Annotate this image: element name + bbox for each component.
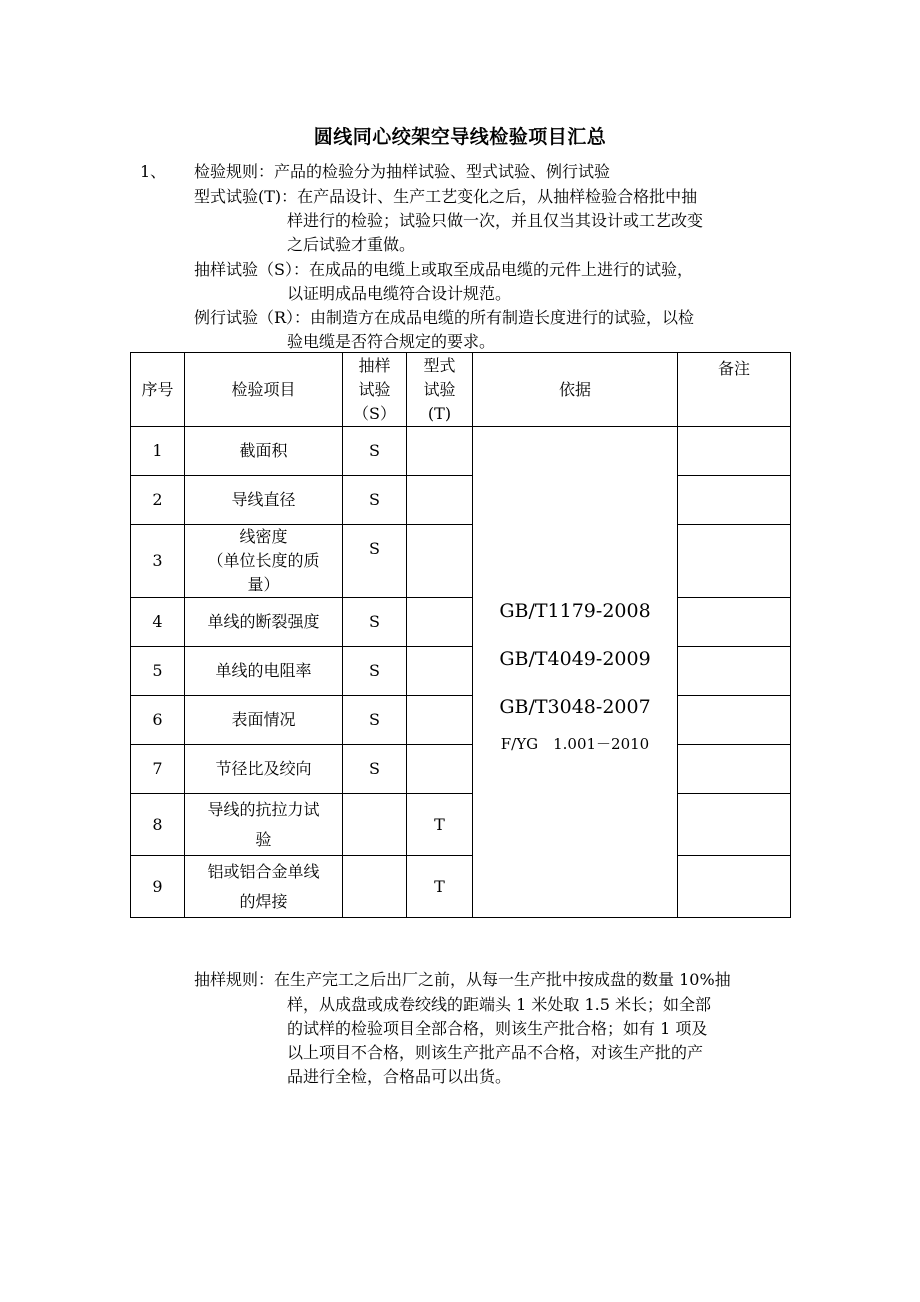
row-item-line: 单线的断裂强度: [207, 612, 320, 631]
row-no: 1: [131, 427, 185, 476]
row-type-mark: [407, 476, 473, 525]
row-type-mark: [407, 525, 473, 598]
row-item-line: 节径比及绞向: [215, 759, 312, 778]
row-item: [185, 427, 343, 476]
header-remark: 备注: [678, 353, 791, 427]
row-item-line: （单位长度的质: [207, 551, 320, 570]
table-row: [131, 525, 791, 598]
basis-standard: GB/T4049-2009: [499, 648, 651, 670]
header-sample-test: [343, 353, 407, 427]
document-title: 圆线同心绞架空导线检验项目汇总: [313, 126, 607, 148]
row-item-line: 验: [255, 829, 272, 849]
row-sample-mark: S: [343, 745, 407, 794]
row-no: 2: [131, 476, 185, 525]
row-remark: [678, 598, 791, 647]
basis-standard: F/YG 1.001－2010: [500, 735, 650, 753]
row-remark: [678, 745, 791, 794]
table-row: [131, 696, 791, 745]
row-item: [185, 598, 343, 647]
inspection-rule-line: 检验规则：产品的检验分为抽样试验、型式试验、例行试验: [194, 162, 611, 181]
row-no: 7: [131, 745, 185, 794]
table-row: [131, 476, 791, 525]
row-no: 9: [131, 856, 185, 918]
row-remark: [678, 647, 791, 696]
table-row: [131, 794, 791, 856]
table-row: [131, 745, 791, 794]
sampling-rule-line-4: 以上项目不合格，则该生产批产品不合格，对该生产批的产: [287, 1043, 704, 1062]
type-test-line-1: 型式试验(T)：在产品设计、生产工艺变化之后，从抽样检验合格批中抽: [194, 187, 698, 206]
header-type-line: (T): [427, 403, 452, 423]
row-item: [185, 794, 343, 856]
row-sample-mark: [343, 794, 407, 856]
row-remark: [678, 427, 791, 476]
sample-test-line-2: 以证明成品电缆符合设计规范。: [287, 284, 512, 303]
routine-test-line-1: 例行试验（R）：由制造方在成品电缆的所有制造长度进行的试验，以检: [194, 308, 695, 327]
header-item: 检验项目: [185, 353, 343, 427]
row-sample-mark: S: [343, 647, 407, 696]
row-remark: [678, 476, 791, 525]
table-row: [131, 647, 791, 696]
table-row: [131, 598, 791, 647]
row-no: 4: [131, 598, 185, 647]
header-sample-line: 抽样: [358, 355, 391, 375]
row-no: 8: [131, 794, 185, 856]
header-basis: 依据: [473, 353, 678, 427]
sampling-rule-line-1: 抽样规则：在生产完工之后出厂之前，从每一生产批中按成盘的数量 10%抽: [194, 970, 731, 989]
row-type-mark: [407, 598, 473, 647]
sampling-rule-line-5: 品进行全检，合格品可以出货。: [287, 1067, 512, 1086]
basis-cell: [473, 427, 678, 918]
section-number: 1、: [140, 162, 167, 181]
row-item-line: 表面情况: [231, 710, 296, 729]
row-remark: [678, 856, 791, 918]
row-item: [185, 856, 343, 918]
row-sample-mark: S: [343, 525, 407, 598]
row-type-mark: T: [407, 794, 473, 856]
header-sample-line: （S）: [353, 403, 396, 423]
row-remark: [678, 696, 791, 745]
row-item-line: 截面积: [239, 441, 288, 460]
type-test-line-3: 之后试验才重做。: [287, 235, 416, 254]
row-remark: [678, 794, 791, 856]
type-test-line-2: 样进行的检验；试验只做一次，并且仅当其设计或工艺改变: [287, 211, 704, 230]
row-sample-mark: S: [343, 476, 407, 525]
row-type-mark: T: [407, 856, 473, 918]
row-item-line: 的焊接: [239, 891, 288, 911]
row-item-line: 导线的抗拉力试: [207, 799, 320, 819]
routine-test-line-2: 验电缆是否符合规定的要求。: [287, 332, 496, 351]
row-no: 5: [131, 647, 185, 696]
header-type-line: 型式: [423, 355, 456, 375]
sampling-rule-line-3: 的试样的检验项目全部合格，则该生产批合格；如有 1 项及: [287, 1019, 708, 1038]
row-item-line: 导线直径: [231, 490, 296, 509]
sampling-rule-line-2: 样，从成盘或成卷绞线的距端头 1 米处取 1.5 米长；如全部: [287, 995, 711, 1014]
row-item: [185, 647, 343, 696]
header-type-line: 试验: [423, 379, 456, 399]
row-type-mark: [407, 745, 473, 794]
row-type-mark: [407, 696, 473, 745]
basis-standard: GB/T3048-2007: [499, 696, 651, 718]
sample-test-line-1: 抽样试验（S）：在成品的电缆上或取至成品电缆的元件上进行的试验，: [194, 260, 693, 279]
basis-standard: GB/T1179-2008: [499, 600, 651, 622]
inspection-table: [130, 352, 791, 918]
row-item: [185, 745, 343, 794]
row-type-mark: [407, 647, 473, 696]
row-item-line: 单线的电阻率: [215, 661, 312, 680]
row-item: [185, 696, 343, 745]
row-item: [185, 476, 343, 525]
row-sample-mark: S: [343, 696, 407, 745]
table-row: [131, 856, 791, 918]
row-type-mark: [407, 427, 473, 476]
table-header-row: [131, 353, 791, 427]
row-sample-mark: [343, 856, 407, 918]
row-sample-mark: S: [343, 427, 407, 476]
row-item-line: 铝或铝合金单线: [207, 861, 320, 881]
row-item-line: 线密度: [239, 527, 288, 546]
row-no: 6: [131, 696, 185, 745]
header-sample-line: 试验: [358, 379, 391, 399]
header-type-test: [407, 353, 473, 427]
table-row: [131, 427, 791, 476]
row-remark: [678, 525, 791, 598]
header-no: 序号: [131, 353, 185, 427]
row-no: 3: [131, 525, 185, 598]
row-sample-mark: S: [343, 598, 407, 647]
row-item: [185, 525, 343, 598]
row-item-line: 量）: [247, 575, 280, 594]
